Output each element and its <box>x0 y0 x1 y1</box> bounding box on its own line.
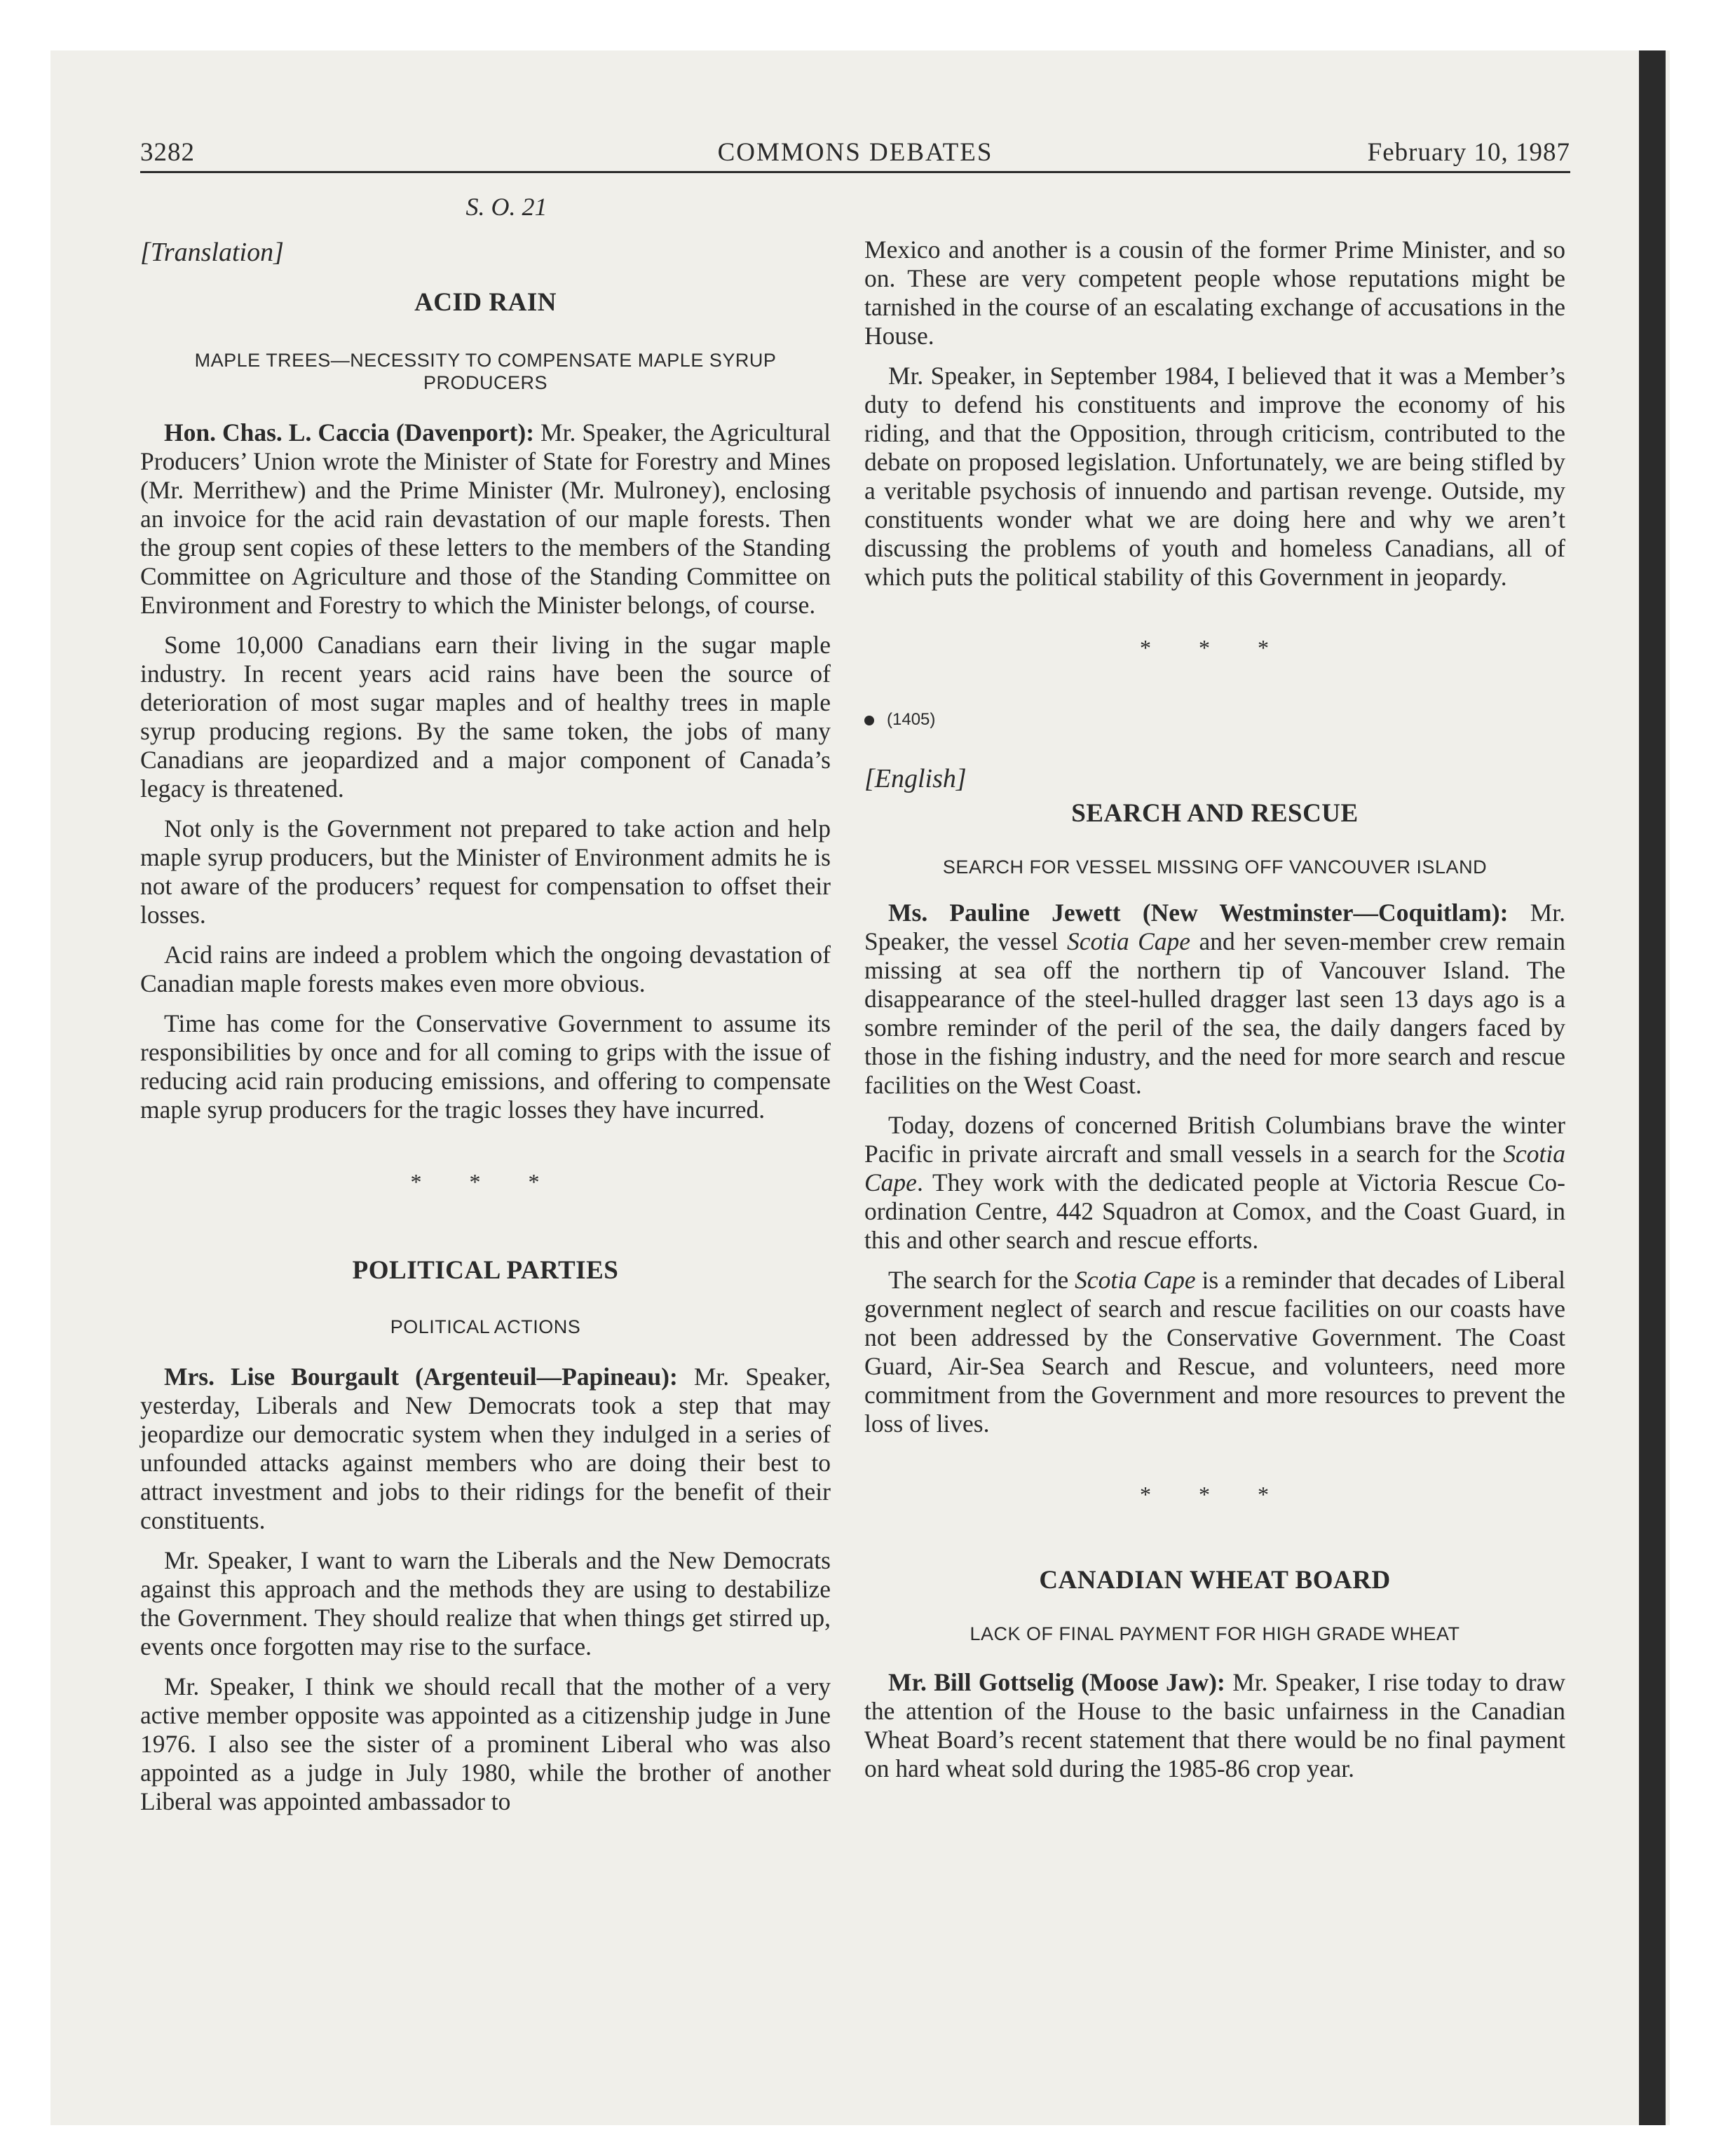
section-title-wheat-board: CANADIAN WHEAT BOARD <box>1039 1565 1391 1595</box>
vessel-name: Scotia Cape <box>864 1139 1566 1196</box>
paragraph: The search for the Scotia Cape is a reminder that decades of Liberal government neglect of search and rescue facilities on our coasts have not been addressed by the Conservative Government. The Coast Guard, Air-Sea Search and Rescue, and volunteers, need more commitment from the Government and more resources to prevent the loss of lives. <box>864 1265 1566 1438</box>
paragraph: Some 10,000 Canadians earn their living in the sugar maple industry. In recent years acid rains have been the source of deterioration of most sugar maples and of healthy trees in maple syrup producing regions. By the same token, the jobs of many Canadians are jeopardized and a major component of Canada’s legacy is threatened. <box>140 630 831 803</box>
paragraph: Mr. Speaker, I think we should recall that the mother of a very active member opposite was appointed as a citizenship judge in June 1976. I also see the sister of a prominent Liberal who was also appointed as a judge in July 1980, while the brother of another Liberal was appointed ambassador to <box>140 1672 831 1815</box>
section-title-search-rescue: SEARCH AND RESCUE <box>1071 799 1359 828</box>
subtitle-final-payment: LACK OF FINAL PAYMENT FOR HIGH GRADE WHEAT <box>969 1623 1460 1644</box>
paragraph: Today, dozens of concerned British Columbians brave the winter Pacific in private aircraft and small vessels in a search for the Scotia Cape. They work with the dedicated people at Victoria Rescue Co-ordination Centre, 442 Squadron at Comox, and the Coast Guard, in this and other search and rescue efforts. <box>864 1110 1566 1254</box>
english-label: [English] <box>864 764 967 793</box>
paragraph: Hon. Chas. L. Caccia (Davenport): Mr. Speaker, the Agricultural Producers’ Union wrote the Minister of State for Forestry and Mines (Mr. Merrithew) and the Prime Minister (Mr. Mulroney), enclosing an invoice for the acid rain devastation of our maple forests. Then the group sent copies of these letters to the members of the Standing Committee on Agriculture and those of the Standing Committee on Environment and Forestry to which the Minister belongs, of course. <box>140 418 831 619</box>
wheat-board-statement <box>864 1668 1565 1783</box>
paragraph: Mrs. Lise Bourgault (Argenteuil—Papineau): Mr. Speaker, yesterday, Liberals and New Democrats took a step that may jeopardize our democratic system when they indulged in a series of unfounded attacks against members who are doing their best to attract investment and jobs to their ridings for the benefit of their constituents. <box>140 1362 831 1534</box>
page-header <box>140 137 1570 172</box>
left-column <box>140 189 831 1827</box>
section-separator: * * * <box>1140 1481 1290 1507</box>
search-rescue-statement <box>864 899 1565 1438</box>
running-title: COMMONS DEBATES <box>717 138 993 167</box>
vessel-name: Scotia Cape <box>1067 927 1191 955</box>
speaker-name: Mr. Bill Gottselig (Moose Jaw): <box>888 1667 1225 1696</box>
vessel-name: Scotia Cape <box>1075 1265 1196 1294</box>
standing-order-label: S. O. 21 <box>465 193 547 221</box>
speaker-name: Mrs. Lise Bourgault (Argenteuil—Papineau): <box>164 1362 678 1391</box>
section-title-acid-rain: ACID RAIN <box>414 288 557 317</box>
paragraph: Not only is the Government not prepared to take action and help maple syrup producers, but the Minister of Environment admits he is not aware of the producers’ request for compensation to offset their losses. <box>140 814 831 929</box>
political-parties-statement <box>140 1363 831 1816</box>
subtitle-maple-trees: MAPLE TREES—NECESSITY TO COMPENSATE MAPLE SYRUP PRODUCERS <box>194 350 777 393</box>
subtitle-vessel-missing: SEARCH FOR VESSEL MISSING OFF VANCOUVER ISLAND <box>942 857 1488 878</box>
paragraph: Ms. Pauline Jewett (New Westminster—Coquitlam): Mr. Speaker, the vessel Scotia Cape and her seven-member crew remain missing at sea off the northern tip of Vancouver Island. The disappearance of the steel-hulled dragger last seen 13 days ago is a sombre reminder of the peril of the sea, the daily dangers faced by those in the fishing industry, and the need for more search and rescue facilities on the West Coast. <box>864 898 1566 1099</box>
paragraph: Acid rains are indeed a problem which the ongoing devastation of Canadian maple forests makes even more obvious. <box>140 940 831 997</box>
speaker-name: Hon. Chas. L. Caccia (Davenport): <box>164 418 535 446</box>
right-column <box>864 236 1565 1794</box>
paragraph: Mexico and another is a cousin of the former Prime Minister, and so on. These are very competent people whose reputations might be tarnished in the course of an escalating exchange of accusations in the House. <box>864 236 1565 350</box>
paragraph: Time has come for the Conservative Government to assume its responsibilities by once and for all coming to grips with the issue of reducing acid rain producing emissions, and offering to compensate maple syrup producers for the tragic losses they have incurred. <box>140 1009 831 1124</box>
scan-edge-shadow <box>1639 50 1666 2125</box>
paragraph: Mr. Bill Gottselig (Moose Jaw): Mr. Speaker, I rise today to draw the attention of the House to the basic unfairness in the Canadian Wheat Board’s recent statement that there would be no final payment on hard wheat sold during the 1985-86 crop year. <box>864 1667 1566 1782</box>
section-separator: * * * <box>410 1168 561 1194</box>
paragraph: Mr. Speaker, in September 1984, I believed that it was a Member’s duty to defend his constituents and improve the economy of his riding, and that the Opposition, through criticism, contributed to the debate on proposed legislation. Unfortunately, we are being stifled by a veritable psychosis of innuendo and partisan revenge. Outside, my constituents wonder what we are doing here and why we aren’t discussing the problems of youth and homeless Canadians, all of which puts the political stability of this Government in jeopardy. <box>864 362 1565 591</box>
header-rule <box>140 171 1570 173</box>
speaker-name: Ms. Pauline Jewett (New Westminster—Coquitlam): <box>888 898 1509 927</box>
translation-label: [Translation] <box>140 238 284 267</box>
paragraph: Mr. Speaker, I want to warn the Liberals and the New Democrats against this approach and the methods they are using to destabilize the Government. They should realize that when things get stirred up, events once forgotten may rise to the surface. <box>140 1546 831 1660</box>
page-date: February 10, 1987 <box>1367 138 1570 167</box>
bullet-icon <box>864 716 874 725</box>
section-title-political-parties: POLITICAL PARTIES <box>352 1255 619 1285</box>
page-number: 3282 <box>140 138 195 167</box>
timestamp-marker: (1405) <box>864 710 1565 730</box>
section-separator: * * * <box>1140 635 1290 660</box>
subtitle-political-actions: POLITICAL ACTIONS <box>390 1316 581 1337</box>
acid-rain-statement <box>140 418 831 1124</box>
